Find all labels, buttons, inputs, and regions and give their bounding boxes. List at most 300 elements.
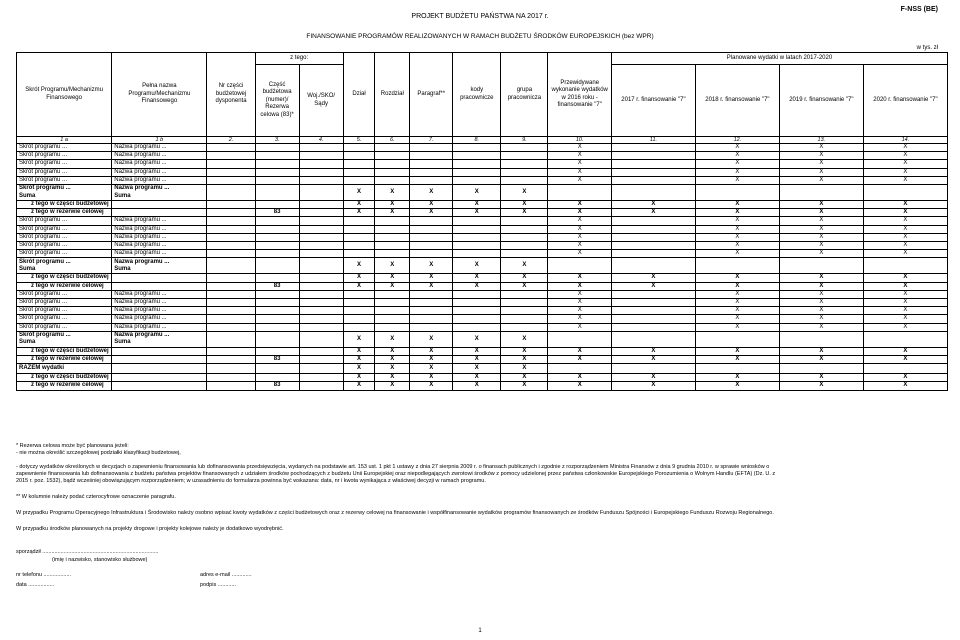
reserve-code: 83 — [255, 282, 299, 290]
table-cell — [410, 144, 453, 152]
table-cell — [375, 233, 410, 241]
table-cell — [343, 217, 375, 225]
table-cell — [343, 168, 375, 176]
table-cell — [611, 176, 695, 184]
x-mark: X — [548, 233, 611, 241]
header-z-tego: z tego: — [255, 53, 343, 65]
table-cell — [299, 382, 343, 390]
table-cell — [299, 152, 343, 160]
x-mark: X — [779, 233, 863, 241]
table-cell — [779, 258, 863, 274]
in-reserve-label: z tego w rezerwie celowej — [17, 356, 112, 364]
program-short-name: Skrót programu ... — [17, 242, 112, 250]
column-number: 9. — [501, 137, 548, 144]
table-cell — [299, 242, 343, 250]
table-cell — [255, 323, 299, 331]
x-mark: X — [863, 144, 947, 152]
x-mark: X — [611, 356, 695, 364]
x-mark: X — [695, 323, 779, 331]
in-budget-part-label: z tego w części budżetowej — [17, 201, 112, 209]
x-mark: X — [695, 307, 779, 315]
in-reserve-label: z tego w rezerwie celowej — [17, 282, 112, 290]
table-cell — [299, 160, 343, 168]
column-number: 6. — [375, 137, 410, 144]
program-row — [17, 152, 948, 160]
table-cell — [343, 315, 375, 323]
column-number: 14. — [863, 137, 947, 144]
x-mark: X — [695, 356, 779, 364]
x-mark: X — [863, 176, 947, 184]
table-cell — [410, 307, 453, 315]
program-short-name: Skrót programu ... — [17, 233, 112, 241]
x-mark: X — [548, 225, 611, 233]
in-reserve-row — [17, 282, 948, 290]
sum-label: Suma — [19, 192, 36, 199]
x-mark: X — [695, 201, 779, 209]
program-short-name: Skrót programu ... — [17, 144, 112, 152]
x-mark: X — [410, 374, 453, 382]
table-cell — [343, 152, 375, 160]
table-cell — [453, 217, 501, 225]
x-mark: X — [695, 168, 779, 176]
x-mark: X — [548, 315, 611, 323]
table-cell — [410, 225, 453, 233]
table-cell — [453, 168, 501, 176]
table-cell — [375, 290, 410, 298]
table-cell — [112, 274, 207, 282]
program-full-name: Nazwa programu ... — [112, 299, 207, 307]
sum-full-name — [112, 331, 207, 347]
table-cell — [501, 233, 548, 241]
x-mark: X — [375, 356, 410, 364]
program-row — [17, 250, 948, 258]
x-mark: X — [779, 347, 863, 355]
x-mark: X — [548, 242, 611, 250]
x-mark: X — [375, 274, 410, 282]
table-cell — [453, 323, 501, 331]
x-mark: X — [863, 315, 947, 323]
table-cell — [255, 374, 299, 382]
x-mark: X — [548, 299, 611, 307]
table-cell — [611, 144, 695, 152]
x-mark: X — [343, 331, 375, 347]
document-title: PROJEKT BUDŻETU PAŃSTWA NA 2017 r. — [411, 13, 549, 20]
header-part-number: Nr części budżetowej dysponenta — [207, 53, 255, 137]
table-cell — [453, 225, 501, 233]
x-mark: X — [375, 374, 410, 382]
table-cell — [410, 152, 453, 160]
x-mark: X — [695, 382, 779, 390]
table-cell — [299, 307, 343, 315]
prepared-by-caption: (imię i nazwisko, stanowisko służbowe) — [52, 557, 148, 563]
table-cell — [343, 290, 375, 298]
table-cell — [375, 168, 410, 176]
table-cell — [299, 144, 343, 152]
in-reserve-row — [17, 356, 948, 364]
x-mark: X — [343, 364, 375, 374]
table-cell — [255, 242, 299, 250]
table-cell — [779, 185, 863, 201]
column-number: 4. — [299, 137, 343, 144]
table-cell — [611, 299, 695, 307]
x-mark: X — [375, 382, 410, 390]
x-mark: X — [695, 299, 779, 307]
program-short-name: Skrót programu ... — [17, 315, 112, 323]
in-budget-part-row — [17, 374, 948, 382]
x-mark: X — [548, 168, 611, 176]
x-mark: X — [548, 307, 611, 315]
budget-table — [16, 52, 948, 391]
table-cell — [299, 274, 343, 282]
x-mark: X — [548, 282, 611, 290]
table-cell — [501, 144, 548, 152]
program-sum-row — [17, 331, 948, 347]
table-cell — [501, 250, 548, 258]
table-cell — [207, 274, 255, 282]
in-reserve-label: z tego w rezerwie celowej — [17, 382, 112, 390]
program-short-name: Skrót programu ... — [17, 217, 112, 225]
sum-label: Suma — [114, 339, 131, 346]
footnote-5: 2015 r. poz. 1532), bądź wcześniej obowiązującym rozporządzeniem; w uzasadnieniu do formularza powinna być wskazana: data, nr i kwota wynikająca z właściwej decyzji w ramach programu. — [16, 478, 486, 484]
program-full-name: Nazwa programu ... — [112, 315, 207, 323]
header-2019: 2019 r. finansowanie "7" — [779, 65, 863, 137]
table-cell — [299, 217, 343, 225]
table-cell — [207, 282, 255, 290]
in-budget-part-row — [17, 347, 948, 355]
x-mark: X — [501, 274, 548, 282]
signature-field: podpis ............ — [200, 582, 237, 588]
program-full-name: Nazwa programu ... — [112, 217, 207, 225]
table-cell — [207, 258, 255, 274]
x-mark: X — [453, 185, 501, 201]
table-cell — [255, 233, 299, 241]
table-cell — [611, 185, 695, 201]
program-short-name: Skrót programu ... — [17, 250, 112, 258]
x-mark: X — [779, 307, 863, 315]
program-sum-row — [17, 185, 948, 201]
table-cell — [611, 242, 695, 250]
x-mark: X — [695, 209, 779, 217]
header-planned: Planowane wydatki w latach 2017-2020 — [611, 53, 947, 65]
table-cell — [207, 217, 255, 225]
table-cell — [863, 331, 947, 347]
table-cell — [453, 233, 501, 241]
program-row — [17, 323, 948, 331]
sum-short-label: Skrót programu ... — [19, 258, 71, 265]
table-cell — [112, 374, 207, 382]
x-mark: X — [501, 282, 548, 290]
table-cell — [548, 185, 611, 201]
table-cell — [255, 225, 299, 233]
table-cell — [299, 282, 343, 290]
table-cell — [207, 290, 255, 298]
table-cell — [611, 233, 695, 241]
x-mark: X — [779, 152, 863, 160]
sum-short-name — [17, 331, 112, 347]
total-label: RAZEM wydatki — [17, 364, 112, 374]
program-short-name: Skrót programu ... — [17, 168, 112, 176]
x-mark: X — [863, 168, 947, 176]
table-cell — [375, 242, 410, 250]
x-mark: X — [863, 290, 947, 298]
x-mark: X — [343, 382, 375, 390]
table-cell — [207, 307, 255, 315]
program-row — [17, 290, 948, 298]
table-cell — [207, 233, 255, 241]
table-cell — [343, 323, 375, 331]
x-mark: X — [779, 356, 863, 364]
column-number: 11. — [611, 137, 695, 144]
table-cell — [112, 347, 207, 355]
table-cell — [255, 364, 299, 374]
table-cell — [299, 299, 343, 307]
table-cell — [501, 307, 548, 315]
x-mark: X — [453, 209, 501, 217]
x-mark: X — [611, 274, 695, 282]
table-cell — [453, 144, 501, 152]
table-cell — [207, 185, 255, 201]
table-cell — [207, 364, 255, 374]
x-mark: X — [453, 347, 501, 355]
x-mark: X — [501, 374, 548, 382]
table-cell — [548, 331, 611, 347]
table-cell — [779, 331, 863, 347]
x-mark: X — [375, 201, 410, 209]
x-mark: X — [343, 185, 375, 201]
x-mark: X — [863, 323, 947, 331]
x-mark: X — [779, 274, 863, 282]
x-mark: X — [453, 356, 501, 364]
column-number-row — [17, 137, 948, 144]
table-cell — [255, 176, 299, 184]
table-cell — [611, 152, 695, 160]
sum-full-label: Nazwa programu ... — [114, 332, 170, 339]
x-mark: X — [343, 347, 375, 355]
table-cell — [695, 258, 779, 274]
table-cell — [375, 217, 410, 225]
x-mark: X — [343, 356, 375, 364]
x-mark: X — [410, 201, 453, 209]
table-cell — [343, 144, 375, 152]
table-cell — [255, 347, 299, 355]
x-mark: X — [548, 323, 611, 331]
x-mark: X — [863, 282, 947, 290]
x-mark: X — [453, 274, 501, 282]
footnote-6: ** W kolumnie należy podać czterocyfrowe oznaczenie paragrafu. — [16, 494, 176, 500]
table-cell — [375, 250, 410, 258]
table-cell — [207, 144, 255, 152]
table-cell — [375, 323, 410, 331]
header-dzial: Dział — [343, 53, 375, 137]
table-cell — [343, 250, 375, 258]
x-mark: X — [695, 290, 779, 298]
x-mark: X — [695, 315, 779, 323]
table-cell — [611, 168, 695, 176]
table-cell — [410, 299, 453, 307]
table-cell — [343, 307, 375, 315]
x-mark: X — [779, 209, 863, 217]
program-row — [17, 242, 948, 250]
in-reserve-label: z tego w rezerwie celowej — [17, 209, 112, 217]
table-cell — [299, 168, 343, 176]
table-cell — [255, 185, 299, 201]
x-mark: X — [548, 209, 611, 217]
table-cell — [255, 217, 299, 225]
header-kody: kody pracownicze — [453, 53, 501, 137]
phone-field: nr telefonu .................. — [16, 572, 72, 578]
program-short-name: Skrót programu ... — [17, 152, 112, 160]
x-mark: X — [375, 331, 410, 347]
x-mark: X — [611, 374, 695, 382]
email-field: adres e-mail ............. — [200, 572, 252, 578]
table-cell — [207, 242, 255, 250]
program-row — [17, 225, 948, 233]
x-mark: X — [453, 331, 501, 347]
x-mark: X — [410, 356, 453, 364]
form-code: F-NSS (BE) — [900, 6, 938, 13]
table-cell — [112, 382, 207, 390]
table-cell — [299, 323, 343, 331]
x-mark: X — [611, 201, 695, 209]
x-mark: X — [343, 274, 375, 282]
x-mark: X — [695, 242, 779, 250]
table-cell — [207, 176, 255, 184]
x-mark: X — [863, 374, 947, 382]
table-cell — [453, 250, 501, 258]
table-cell — [255, 290, 299, 298]
x-mark: X — [611, 382, 695, 390]
x-mark: X — [695, 347, 779, 355]
table-cell — [375, 152, 410, 160]
table-cell — [255, 152, 299, 160]
program-row — [17, 144, 948, 152]
table-cell — [611, 217, 695, 225]
table-cell — [501, 315, 548, 323]
table-cell — [255, 250, 299, 258]
prepared-by: sporządził ............................................................................ — [16, 549, 159, 555]
program-full-name: Nazwa programu ... — [112, 168, 207, 176]
table-cell — [255, 331, 299, 347]
x-mark: X — [779, 299, 863, 307]
x-mark: X — [548, 160, 611, 168]
column-number: 13. — [779, 137, 863, 144]
table-cell — [255, 315, 299, 323]
table-cell — [299, 233, 343, 241]
header-czesc-budzetowa: Część budżetowa (numer)/ Rezerwa celowa (83)* — [255, 65, 299, 137]
table-cell — [453, 290, 501, 298]
page-number: 1 — [478, 628, 482, 634]
x-mark: X — [779, 225, 863, 233]
table-cell — [375, 160, 410, 168]
x-mark: X — [863, 307, 947, 315]
table-cell — [501, 290, 548, 298]
table-cell — [611, 331, 695, 347]
table-cell — [299, 225, 343, 233]
program-row — [17, 315, 948, 323]
sum-full-label: Nazwa programu ... — [114, 258, 170, 265]
x-mark: X — [410, 364, 453, 374]
column-number: 2. — [207, 137, 255, 144]
x-mark: X — [695, 176, 779, 184]
sum-short-name — [17, 185, 112, 201]
program-row — [17, 160, 948, 168]
x-mark: X — [501, 185, 548, 201]
x-mark: X — [548, 217, 611, 225]
table-cell — [207, 331, 255, 347]
in-budget-part-label: z tego w części budżetowej — [17, 374, 112, 382]
table-cell — [299, 374, 343, 382]
document-subtitle: FINANSOWANIE PROGRAMÓW REALIZOWANYCH W RAMACH BUDŻETU ŚRODKÓW EUROPEJSKICH (bez WPR) — [306, 33, 654, 40]
program-full-name: Nazwa programu ... — [112, 250, 207, 258]
table-cell — [299, 209, 343, 217]
table-cell — [863, 364, 947, 374]
table-cell — [410, 217, 453, 225]
table-cell — [501, 242, 548, 250]
table-cell — [501, 160, 548, 168]
table-cell — [255, 258, 299, 274]
sum-label: Suma — [114, 192, 131, 199]
x-mark: X — [410, 258, 453, 274]
table-cell — [611, 250, 695, 258]
x-mark: X — [779, 315, 863, 323]
table-cell — [207, 152, 255, 160]
program-full-name: Nazwa programu ... — [112, 307, 207, 315]
x-mark: X — [501, 364, 548, 374]
table-cell — [453, 160, 501, 168]
x-mark: X — [343, 258, 375, 274]
x-mark: X — [453, 282, 501, 290]
table-cell — [501, 152, 548, 160]
table-cell — [501, 176, 548, 184]
program-row — [17, 176, 948, 184]
table-cell — [410, 160, 453, 168]
table-cell — [255, 160, 299, 168]
x-mark: X — [611, 209, 695, 217]
table-cell — [112, 282, 207, 290]
in-budget-part-row — [17, 274, 948, 282]
program-short-name: Skrót programu ... — [17, 160, 112, 168]
program-full-name: Nazwa programu ... — [112, 233, 207, 241]
x-mark: X — [453, 364, 501, 374]
table-cell — [611, 160, 695, 168]
header-rozdzial: Rozdział — [375, 53, 410, 137]
sum-full-name — [112, 185, 207, 201]
x-mark: X — [375, 282, 410, 290]
table-cell — [695, 364, 779, 374]
table-cell — [299, 290, 343, 298]
program-short-name: Skrót programu ... — [17, 176, 112, 184]
table-cell — [207, 201, 255, 209]
program-row — [17, 217, 948, 225]
x-mark: X — [695, 225, 779, 233]
table-cell — [255, 307, 299, 315]
column-number: 8. — [453, 137, 501, 144]
header-paragraf: Paragraf** — [410, 53, 453, 137]
x-mark: X — [453, 374, 501, 382]
table-cell — [611, 307, 695, 315]
x-mark: X — [343, 374, 375, 382]
table-cell — [207, 356, 255, 364]
header-grupa: grupa pracownicza — [501, 53, 548, 137]
reserve-code: 83 — [255, 356, 299, 364]
x-mark: X — [548, 347, 611, 355]
table-cell — [207, 347, 255, 355]
x-mark: X — [501, 209, 548, 217]
table-cell — [299, 315, 343, 323]
table-cell — [343, 225, 375, 233]
x-mark: X — [453, 258, 501, 274]
in-budget-part-label: z tego w części budżetowej — [17, 347, 112, 355]
